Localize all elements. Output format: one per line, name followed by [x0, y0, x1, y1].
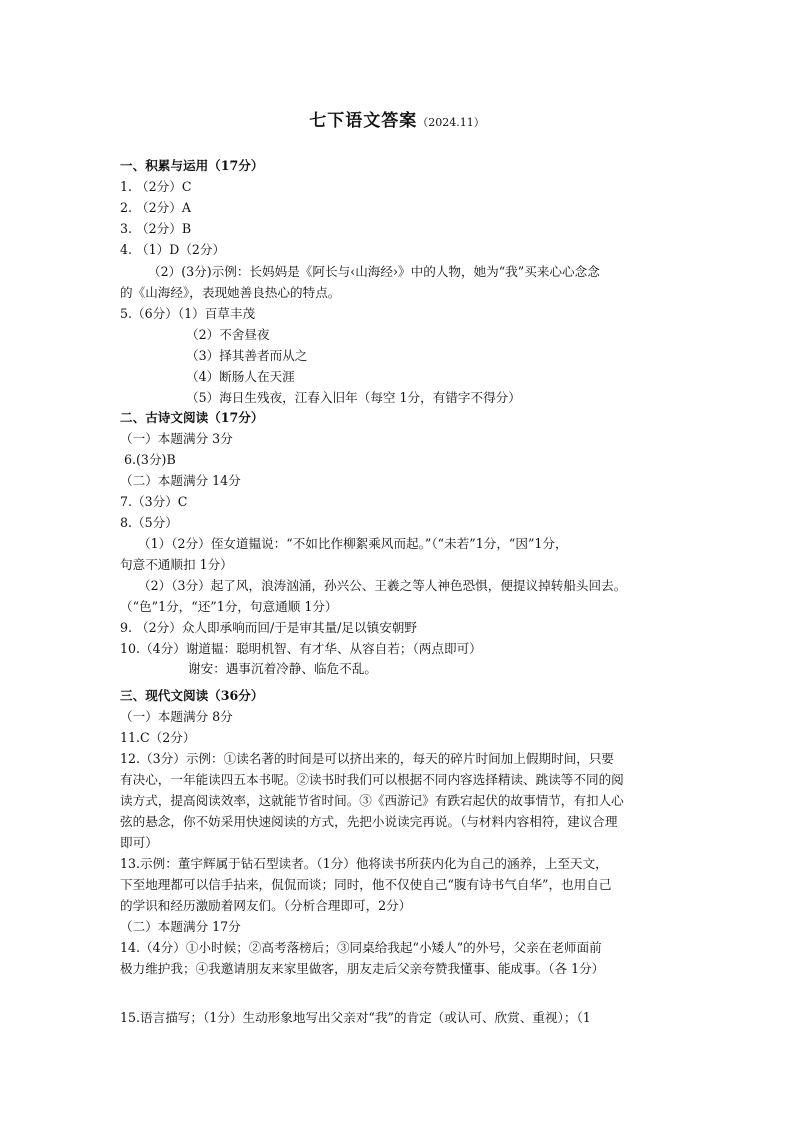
text-line: 6.(3分)B — [120, 452, 176, 467]
text-line: 2. （2分）A — [120, 200, 191, 215]
text-line: （二）本题满分 17分 — [120, 919, 241, 934]
document-title — [0, 106, 794, 131]
text-line: 读方式，提高阅读效率，这就能节省时间。③《西游记》有跌宕起伏的故事情节，有扣人心 — [120, 793, 624, 808]
text-line: 的学识和经历激励着网友们。（分析合理即可，2分） — [120, 898, 412, 913]
text-line: （4）断肠人在天涯 — [186, 369, 295, 384]
text-line: 13.示例：董宇辉属于钻石型读者。（1分）他将读书所获内化为自己的涵养，上至天文， — [120, 856, 608, 871]
section-heading: 三、现代文阅读（36分） — [120, 688, 264, 703]
text-line: 14.（4分）①小时候；②高考落榜后；③同桌给我起“小矮人”的外号，父亲在老师面前 — [120, 940, 602, 955]
text-line: 12.（3分）示例：①读名著的时间是可以挤出来的，每天的碎片时间加上假期时间，只要 — [120, 751, 615, 766]
text-line: 8.（5分） — [120, 515, 178, 530]
text-line: （5）海日生残夜，江春入旧年（每空 1分，有错字不得分） — [186, 390, 521, 405]
text-line: （3）择其善者而从之 — [186, 348, 308, 363]
text-line: 谢安：遇事沉着冷静、临危不乱。 — [188, 661, 377, 676]
text-line: 即可） — [120, 835, 158, 850]
text-line: 的《山海经》，表现她善良热心的特点。 — [120, 285, 341, 300]
text-line: （2）不舍昼夜 — [186, 327, 270, 342]
title-main: 七下语文答案 — [309, 111, 418, 131]
text-line: 句意不通顺扣 1分） — [120, 557, 233, 572]
text-line: （2）（3分）起了风，浪涛汹涌，孙兴公、王羲之等人神色恐惧，便提议掉转船头回去。 — [130, 578, 627, 593]
text-line: 9. （2分）众人即承响而回/于是审其量/足以镇安朝野 — [120, 620, 417, 635]
text-line: 15.语言描写；（1分）生动形象地写出父亲对“我”的肯定（或认可、欣赏、重视）；（1 — [120, 1010, 591, 1025]
text-line: 下至地理都可以信手拈来，侃侃而谈；同时，他不仅使自己“腹有诗书气自华”，也用自己 — [120, 877, 612, 892]
text-line: 有决心，一年能读四五本书呢。②读书时我们可以根据不同内容选择精读、跳读等不同的阅 — [120, 772, 624, 787]
text-line: （一）本题满分 3分 — [120, 431, 233, 446]
text-line: 10.（4分）谢道韫：聪明机智、有才华、从容自若；（两点即可） — [120, 641, 482, 656]
text-line: 极力维护我；④我邀请朋友来家里做客，朋友走后父亲夸赞我懂事、能成事。（各 1分） — [120, 961, 605, 976]
section-heading: 二、古诗文阅读（17分） — [120, 410, 264, 425]
title-date: （2024.11） — [417, 116, 485, 129]
text-line: 4. （1）D（2分） — [120, 242, 226, 257]
text-line: 弦的悬念，你不妨采用快速阅读的方式，先把小说读完再说。（与材料内容相符，建议合理 — [120, 814, 618, 829]
text-line: 7.（3分）C — [120, 494, 188, 509]
text-line: （一）本题满分 8分 — [120, 709, 233, 724]
text-line: （1）（2分）侄女道韫说：“不如比作柳絮乘风而起。”（“未若”1分，“因”1分， — [130, 536, 568, 551]
text-line: （“色”1分，“还”1分，句意通顺 1分） — [120, 599, 338, 614]
text-line: 5.（6分）（1）百草丰茂 — [120, 306, 256, 321]
section-heading: 一、积累与运用（17分） — [120, 158, 264, 173]
text-line: 1. （2分）C — [120, 179, 192, 194]
text-line: 3. （2分）B — [120, 221, 192, 236]
text-line: 11.C（2分） — [120, 730, 196, 745]
text-line: （2）(3分)示例：长妈妈是《阿长与‹山海经›》中的人物，她为“我”买来心心念念 — [148, 264, 600, 279]
text-line: （二）本题满分 14分 — [120, 473, 241, 488]
